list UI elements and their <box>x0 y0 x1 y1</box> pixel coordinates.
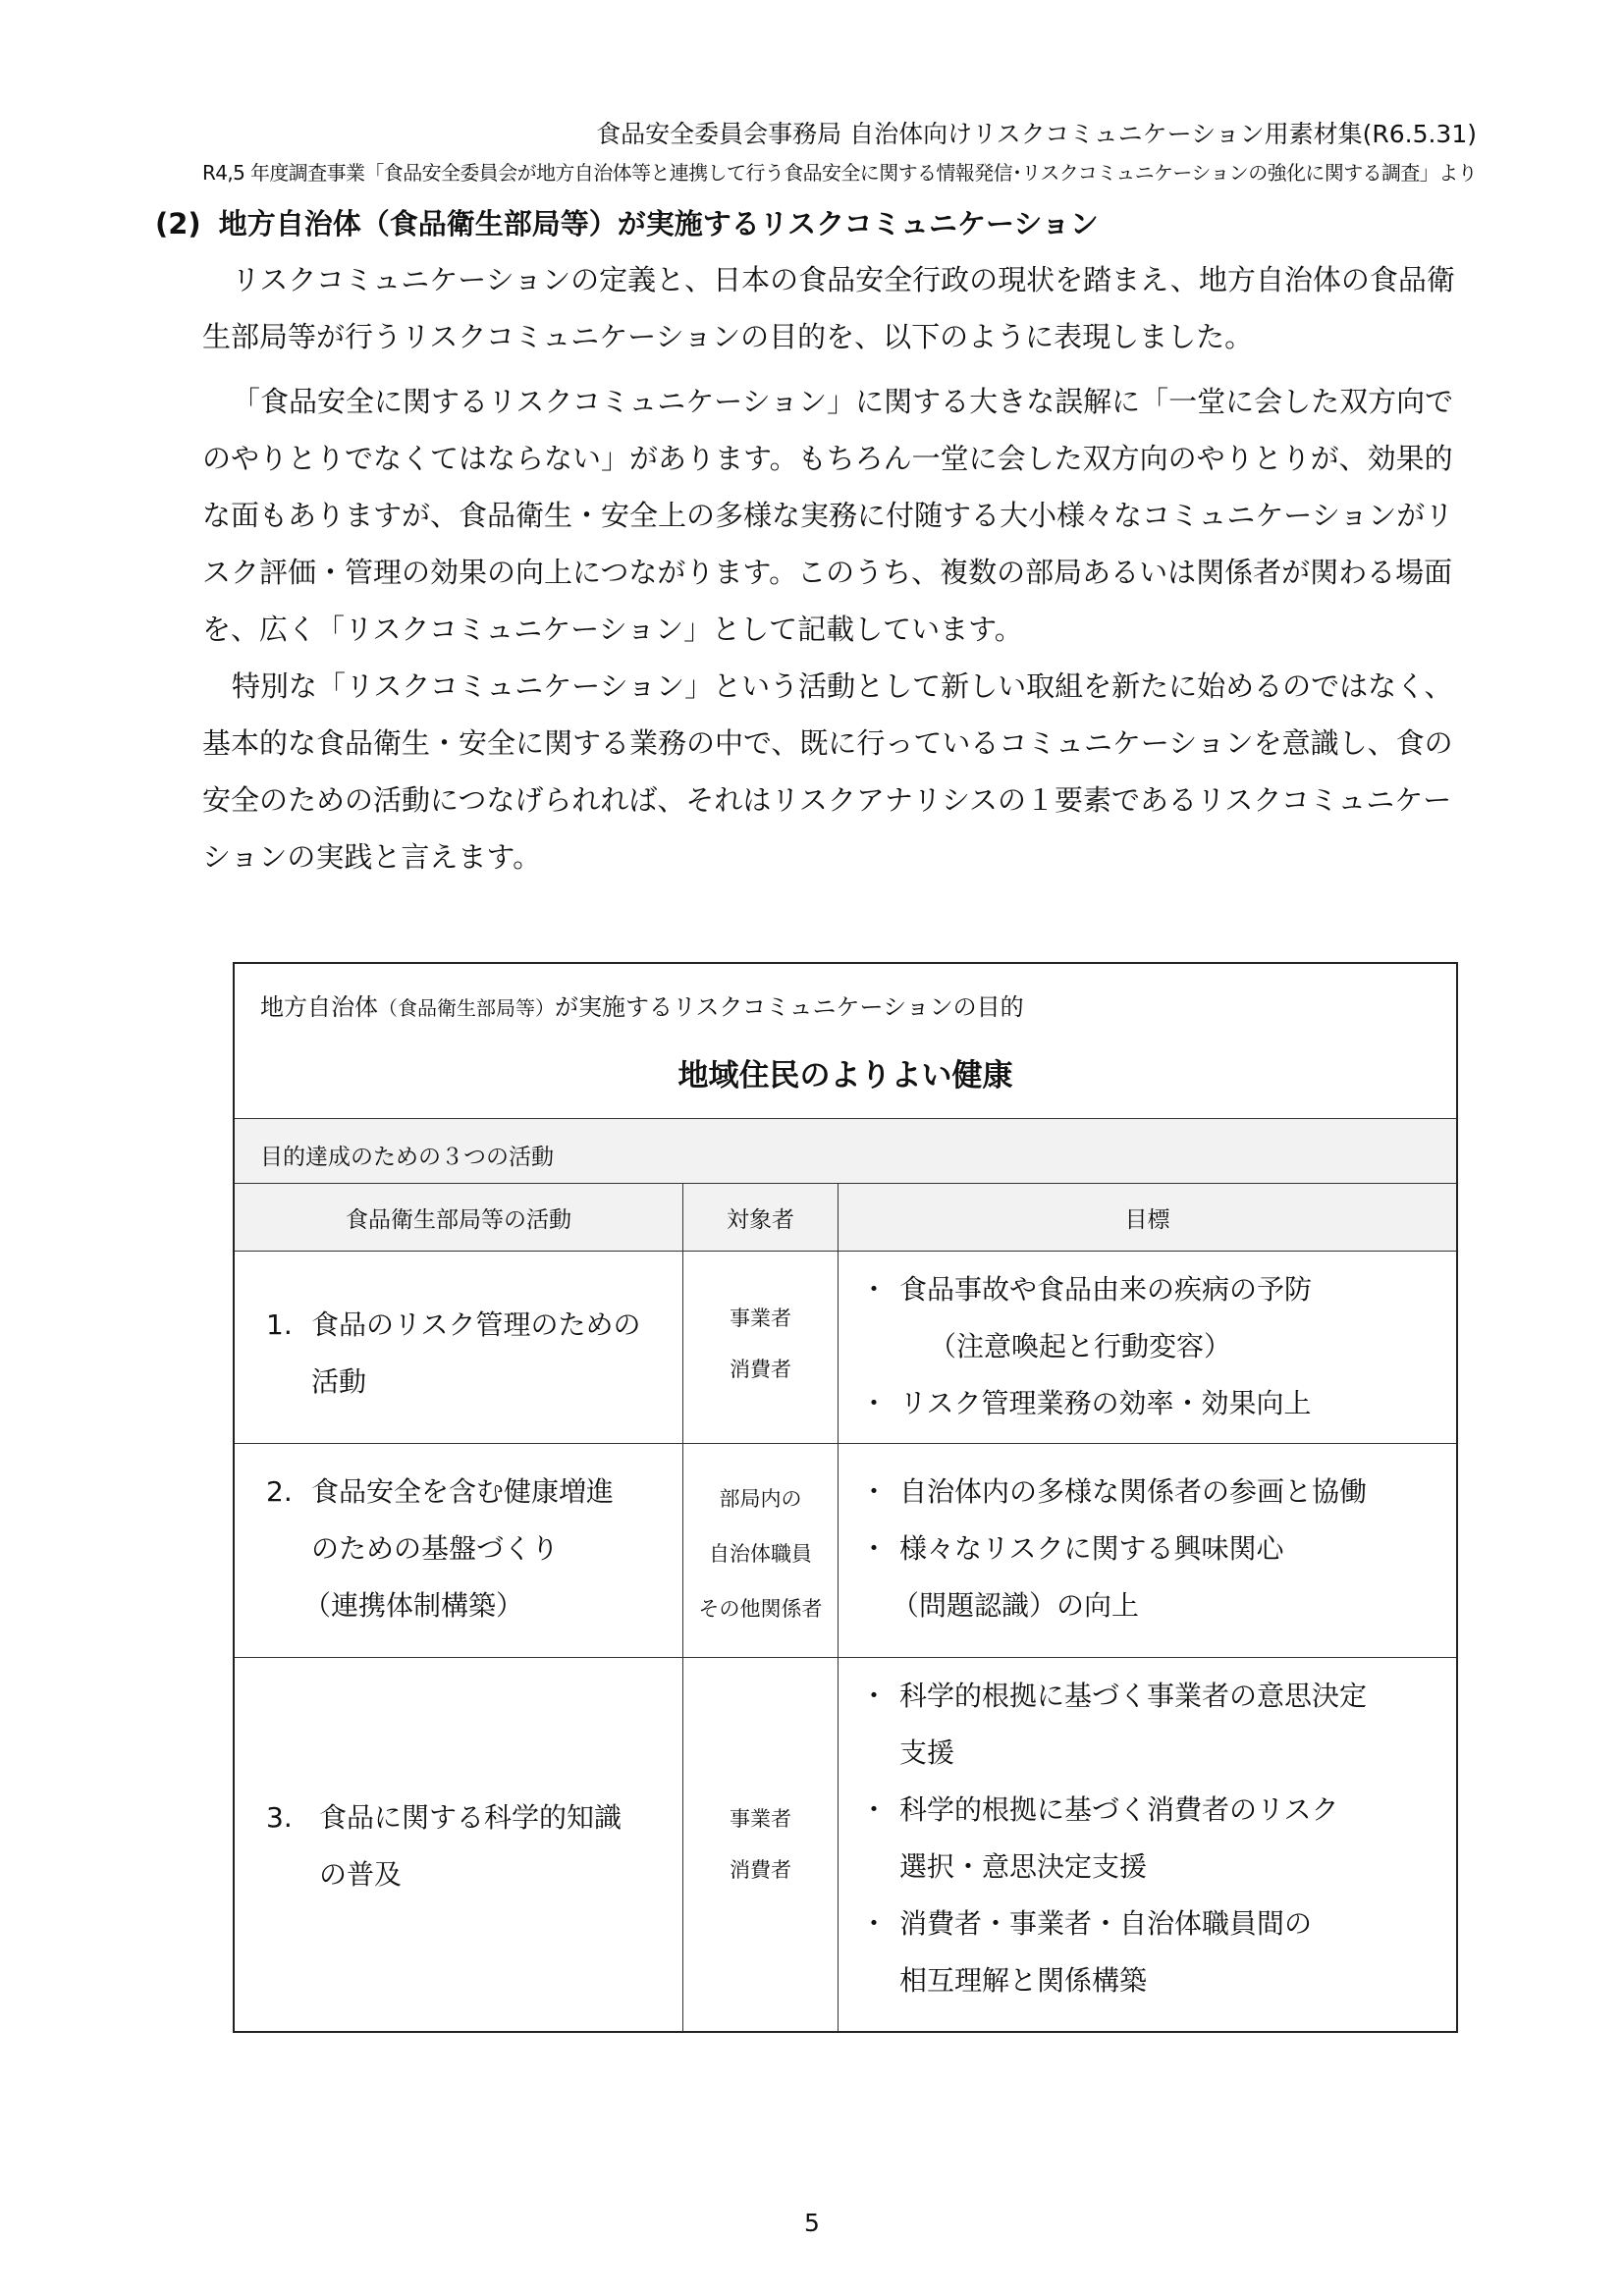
goal-list <box>860 1261 1446 1432</box>
target-item: 消費者 <box>730 1358 791 1381</box>
paragraph-line: 特別な「リスクコミュニケーション」という活動として新しい取組を新たに始めるのではなく、 <box>232 669 1453 703</box>
activity-cell <box>235 1658 682 2031</box>
paragraph-misconception <box>202 373 1479 658</box>
goal-line: 選択・意思決定支援 <box>899 1850 1148 1883</box>
bullet-mark: ・ <box>860 1273 889 1306</box>
target-list <box>683 1793 838 1896</box>
activity-line: 食品のリスク管理のための <box>311 1308 641 1341</box>
goal-line: 科学的根拠に基づく消費者のリスク <box>899 1793 1339 1826</box>
target-item: 消費者 <box>730 1858 791 1882</box>
paragraph-line: 安全のための活動につなげられれば、それはリスクアナリシスの１要素であるリスクコミュニケー <box>202 783 1452 817</box>
column-header-activity: 食品衛生部局等の活動 <box>346 1206 571 1233</box>
purpose-caption-text: が実施するリスクコミュニケーションの目的 <box>555 993 1024 1021</box>
goal-line: （問題認識）の向上 <box>892 1589 1140 1622</box>
goal-line: 食品事故や食品由来の疾病の予防 <box>899 1273 1313 1306</box>
section-title: 地方自治体（食品衛生部局等）が実施するリスクコミュニケーション <box>218 207 1099 240</box>
activity-line: の普及 <box>319 1858 403 1891</box>
paragraph-line: ションの実践と言えます。 <box>202 840 542 874</box>
purpose-caption-note: （食品衛生部局等） <box>378 996 555 1020</box>
activity-line: のための基盤づくり <box>311 1532 560 1565</box>
target-list <box>683 1471 838 1636</box>
table-row <box>235 1658 1456 2031</box>
goal-line: （注意喚起と行動変容） <box>929 1330 1232 1362</box>
paragraph-line: を、広く「リスクコミュニケーション」として記載しています。 <box>202 613 1023 646</box>
goal-item <box>860 1521 1446 1634</box>
paragraph-practice <box>202 658 1479 885</box>
goal-item <box>860 1464 1446 1521</box>
activity-text <box>319 1789 622 1903</box>
goal-item <box>860 1896 1446 2009</box>
purpose-header-row <box>235 964 1456 1119</box>
goal-line: 相互理解と関係構築 <box>899 1964 1148 1997</box>
target-item: 事業者 <box>730 1307 791 1330</box>
activities-header-row <box>235 1119 1456 1184</box>
activity-text <box>311 1297 640 1411</box>
section-number: (2) <box>155 207 201 240</box>
target-cell <box>682 1444 838 1657</box>
paragraph-definition <box>202 251 1479 365</box>
page-number: 5 <box>804 2209 820 2237</box>
paragraph-line: 「食品安全に関するリスクコミュニケーション」に関する大きな誤解に「一堂に会した双方向で <box>232 385 1454 418</box>
activity-number: 3. <box>266 1801 293 1834</box>
goal-line: 科学的根拠に基づく事業者の意思決定 <box>899 1680 1368 1712</box>
document-header-source: 食品安全委員会事務局 自治体向けリスクコミュニケーション用素材集(R6.5.31) <box>596 120 1477 148</box>
table-row <box>235 1444 1456 1658</box>
activity-line: 活動 <box>311 1365 367 1398</box>
goal-line: 自治体内の多様な関係者の参画と協働 <box>899 1475 1368 1508</box>
goal-item <box>860 1375 1446 1432</box>
paragraph-line: 生部局等が行うリスクコミュニケーションの目的を、以下のように表現しました。 <box>202 320 1254 353</box>
bullet-mark: ・ <box>860 1907 889 1940</box>
target-cell <box>682 1658 838 2031</box>
paragraph-line: スク評価・管理の効果の向上につながります。このうち、複数の部局あるいは関係者が関わる場面 <box>202 556 1453 589</box>
bullet-mark: ・ <box>860 1475 889 1508</box>
activities-caption: 目的達成のための３つの活動 <box>260 1145 554 1170</box>
target-cell <box>682 1252 838 1443</box>
target-item: 部局内の <box>719 1487 802 1511</box>
paragraph-line: のやりとりでなくてはならない」があります。もちろん一堂に会した双方向のやりとりが、効果的 <box>202 442 1453 475</box>
goal-line: 様々なリスクに関する興味関心 <box>899 1532 1284 1565</box>
activity-line: （連携体制構築） <box>303 1589 524 1622</box>
bullet-mark: ・ <box>860 1793 889 1826</box>
purpose-caption <box>260 988 1024 1022</box>
activity-text <box>303 1464 615 1634</box>
activity-number: 1. <box>266 1308 293 1341</box>
table-row <box>235 1252 1456 1444</box>
column-header-target: 対象者 <box>682 1184 838 1251</box>
paragraph-line: リスクコミュニケーションの定義と、日本の食品安全行政の現状を踏まえ、地方自治体の食品衛 <box>232 263 1455 296</box>
goal-list <box>860 1668 1446 2009</box>
section-heading <box>155 204 1099 243</box>
purpose-caption-text: 地方自治体 <box>260 993 378 1021</box>
activity-line: 食品安全を含む健康増進 <box>311 1475 615 1508</box>
goal-item <box>860 1782 1446 1896</box>
goal-line: 支援 <box>899 1736 955 1769</box>
goal-cell <box>838 1658 1456 2031</box>
activity-cell <box>235 1444 682 1657</box>
goal-cell <box>838 1444 1456 1657</box>
bullet-mark: ・ <box>860 1680 889 1712</box>
goal-line: リスク管理業務の効率・効果向上 <box>899 1387 1312 1419</box>
paragraph-line: 基本的な食品衛生・安全に関する業務の中で、既に行っているコミュニケーションを意識し、食の <box>202 726 1453 760</box>
goal-line: 消費者・事業者・自治体職員間の <box>899 1907 1313 1940</box>
goal-item <box>860 1261 1446 1375</box>
goal-cell <box>838 1252 1456 1443</box>
bullet-mark: ・ <box>860 1387 889 1419</box>
column-header-row <box>235 1184 1456 1252</box>
document-header-survey: R4,5 年度調査事業「食品安全委員会が地方自治体等と連携して行う食品安全に関する情報発信･リスクコミュニケーションの強化に関する調査」より <box>201 161 1477 185</box>
activity-cell <box>235 1252 682 1443</box>
target-item: 自治体職員 <box>709 1542 812 1566</box>
activity-line: 食品に関する科学的知識 <box>319 1801 623 1834</box>
goal-list <box>860 1464 1446 1634</box>
paragraph-line: な面もありますが、食品衛生・安全上の多様な実務に付随する大小様々なコミュニケーションがリ <box>202 499 1454 532</box>
activity-number: 2. <box>266 1475 293 1508</box>
target-list <box>683 1293 838 1395</box>
goal-item <box>860 1668 1446 1782</box>
column-header-goal: 目標 <box>838 1184 1456 1251</box>
purpose-title: 地域住民のよりよい健康 <box>677 1058 1013 1094</box>
target-item: 事業者 <box>730 1807 791 1831</box>
target-item: その他関係者 <box>698 1597 823 1621</box>
bullet-mark: ・ <box>860 1532 889 1565</box>
risk-communication-purpose-table <box>233 962 1458 2033</box>
